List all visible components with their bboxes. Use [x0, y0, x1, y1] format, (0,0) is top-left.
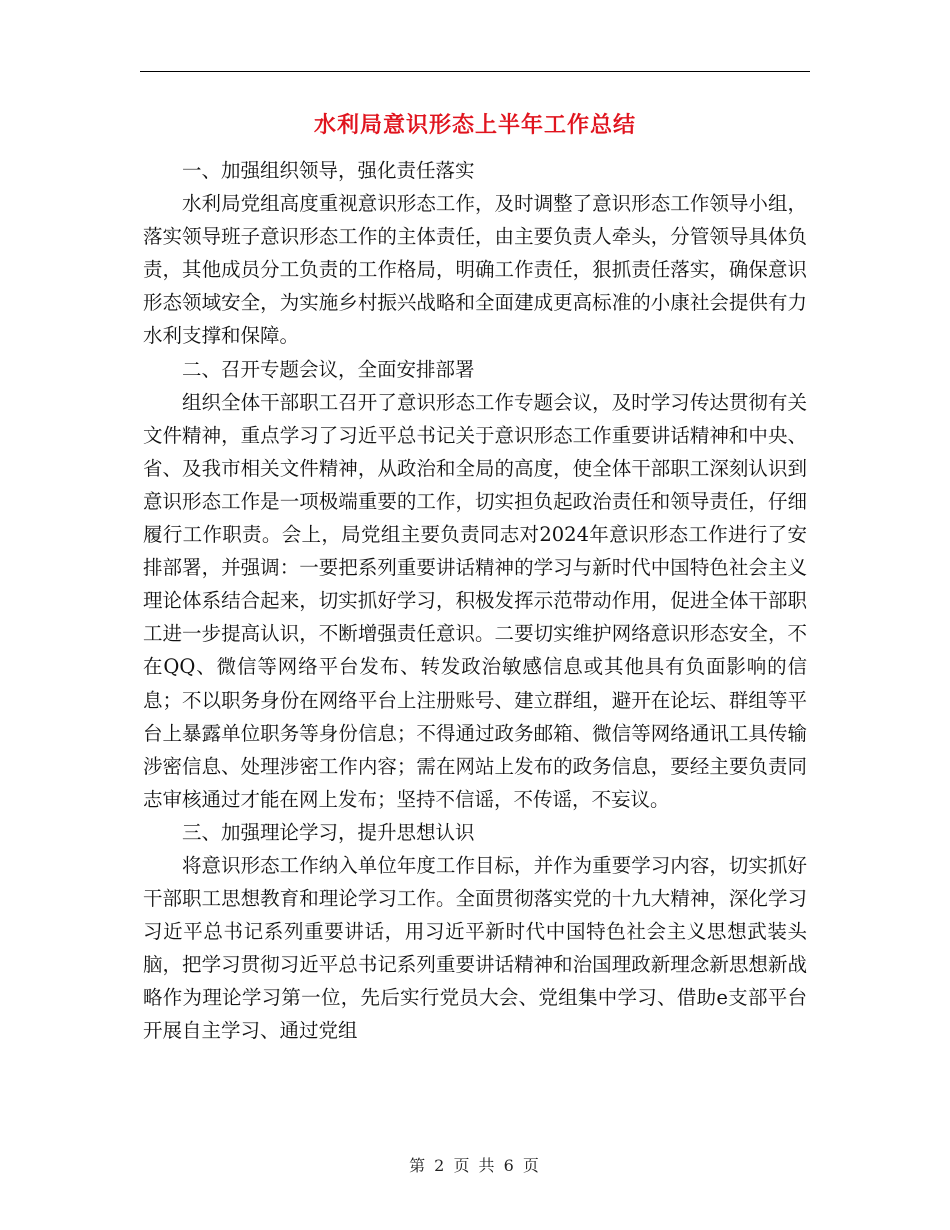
- paragraph-2: 组织全体干部职工召开了意识形态工作专题会议，及时学习传达贯彻有关文件精神，重点学习了习近平总书记关于意识形态工作重要讲话精神和中央、省、及我市相关文件精神，从政治和全局的高度，使全体干部职工深刻认识到意识形态工作是一项极端重要的工作，切实担负起政治责任和领导责任，仔细履行工作职责。会上，局党组主要负责同志对2024年意识形态工作进行了安排部署，并强调：一要把系列重要讲话精神的学习与新时代中国特色社会主义理论体系结合起来，切实抓好学习，积极发挥示范带动作用，促进全体干部职工进一步提高认识，不断增强责任意识。二要切实维护网络意识形态安全，不在QQ、微信等网络平台发布、转发政治敏感信息或其他具有负面影响的信息；不以职务身份在网络平台上注册账号、建立群组，避开在论坛、群组等平台上暴露单位职务等身份信息；不得通过政务邮箱、微信等网络通讯工具传输涉密信息、处理涉密工作内容；需在网站上发布的政务信息，要经主要负责同志审核通过才能在网上发布；坚持不信谣，不传谣，不妄议。: [143, 390, 807, 811]
- section-heading-3: 三、加强理论学习，提升思想认识: [182, 820, 475, 844]
- document-body: [143, 154, 807, 1048]
- section-heading-1: 一、加强组织领导，强化责任落实: [182, 159, 475, 182]
- page-footer: 第 2 页 共 6 页: [409, 1156, 541, 1175]
- header-rule: [140, 71, 810, 72]
- document-title: 水利局意识形态上半年工作总结: [313, 112, 636, 138]
- paragraph-1: 水利局党组高度重视意识形态工作，及时调整了意识形态工作领导小组，落实领导班子意识形态工作的主体责任，由主要负责人牵头，分管领导具体负责，其他成员分工负责的工作格局，明确工作责任，狠抓责任落实，确保意识形态领域安全，为实施乡村振兴战略和全面建成更高标准的小康社会提供有力水利支撑和保障。: [143, 192, 807, 348]
- section-heading-2: 二、召开专题会议，全面安排部署: [182, 357, 475, 381]
- paragraph-3: 将意识形态工作纳入单位年度工作目标，并作为重要学习内容，切实抓好干部职工思想教育和理论学习工作。全面贯彻落实党的十九大精神，深化学习习近平总书记系列重要讲话，用习近平新时代中国特色社会主义思想武装头脑，把学习贯彻习近平总书记系列重要讲话精神和治国理政新理念新思想新战略作为理论学习第一位，先后实行党员大会、党组集中学习、借助e支部平台开展自主学习、通过党组: [143, 853, 807, 1043]
